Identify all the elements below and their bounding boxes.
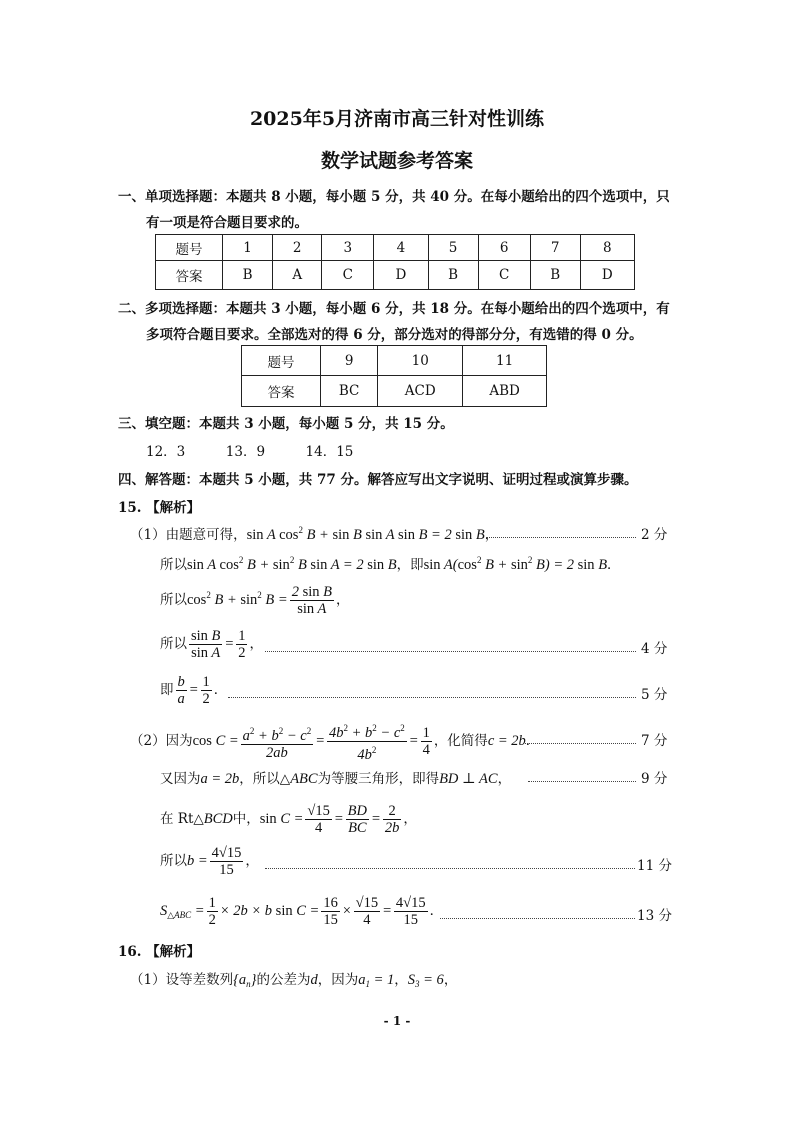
dot-leader xyxy=(486,537,636,538)
q15-line3: 所以$\cos^2 B + \sin^2 B$ = $\frac{\text{2 sin B}}{\text{sin A}}$ ， xyxy=(160,584,350,617)
so-text: 所以 xyxy=(160,853,187,869)
comma: ， xyxy=(335,592,350,608)
answer-cell: C xyxy=(322,261,374,290)
page-title: 2025年5月济南市高三针对性训练 xyxy=(249,108,545,130)
score-mark: 5 分 xyxy=(641,687,668,703)
question-number: 2 xyxy=(273,235,322,261)
q15-line5: 即 $\frac{b}{a}$ = $\frac{1}{2}$ ． xyxy=(160,674,228,707)
simplify-text: ，化简得 xyxy=(433,733,488,749)
score-mark: 11 分 xyxy=(637,858,672,874)
q16-because: ，因为 xyxy=(317,972,359,988)
q15-label: 15. 【解析】 xyxy=(118,500,201,516)
multi-choice-answer-table xyxy=(241,345,547,407)
dot-leader xyxy=(440,918,635,919)
question-number: 5 xyxy=(428,235,478,261)
table-header-label: 题号 xyxy=(242,346,321,376)
in-rt-suffix: 中， xyxy=(232,811,260,827)
score-mark: 2 分 xyxy=(641,527,668,543)
score-mark: 7 分 xyxy=(641,733,668,749)
answer-cell: D xyxy=(580,261,634,290)
page-subtitle: 数学试题参考答案 xyxy=(320,150,473,172)
comma: ， xyxy=(394,972,408,988)
so-abc-text: ，所以△ xyxy=(239,771,291,787)
dot-leader xyxy=(525,743,636,744)
page-number: - 1 - xyxy=(383,1014,411,1028)
so-text: 所以 xyxy=(160,592,187,608)
also-because-text: 又因为 xyxy=(160,771,201,787)
table-header-label: 题号 xyxy=(156,235,223,261)
score-mark: 9 分 xyxy=(641,771,668,787)
section2-heading: 二、多项选择题：本题共 3 小题，每小题 6 分，共 18 分。在每小题给出的四个选项中，有 xyxy=(118,301,670,317)
question-number: 10 xyxy=(378,346,463,376)
answer-cell: ABD xyxy=(463,376,547,407)
section1-heading-cont: 有一项是符合题目要求的。 xyxy=(146,215,308,231)
so-text: 所以 xyxy=(160,636,187,652)
q16-part1-prefix: （1）设等差数列 xyxy=(130,972,234,988)
dot-leader xyxy=(228,697,636,698)
answer-cell: D xyxy=(374,261,428,290)
question-number: 11 xyxy=(463,346,547,376)
question-number: 6 xyxy=(478,235,530,261)
table-answer-label: 答案 xyxy=(242,376,321,407)
answer-cell: B xyxy=(428,261,478,290)
question-number: 1 xyxy=(223,235,273,261)
section4-heading: 四、解答题：本题共 5 小题，共 77 分。解答应写出文字说明、证明过程或演算步骤。 xyxy=(118,472,638,488)
question-number: 4 xyxy=(374,235,428,261)
q15-part2-prefix: （2）因为 xyxy=(130,733,193,749)
fill-in-answers: 12．3 13．9 14．15 xyxy=(146,444,354,460)
so-text: 所以 xyxy=(160,557,187,573)
answer-cell: ACD xyxy=(378,376,463,407)
dot-leader xyxy=(528,781,636,782)
q15-part2-line3: 在 Rt△BCD中，sin C = $\frac{√15}{4}$ = $\frac{BD}{BC}$ = $\frac{2}{2b}$ ， xyxy=(160,803,417,836)
question-number: 8 xyxy=(580,235,634,261)
answer-cell: A xyxy=(273,261,322,290)
section3-heading: 三、填空题：本题共 3 小题，每小题 5 分，共 15 分。 xyxy=(118,416,454,432)
q15-part2-line4: 所以b = $\frac{4√15}{15}$ ， xyxy=(160,845,259,878)
q16-label: 16. 【解析】 xyxy=(118,944,201,960)
question-number: 9 xyxy=(321,346,378,376)
q16-part1-mid: 的公差为 xyxy=(256,972,311,988)
answer-cell: B xyxy=(530,261,580,290)
section2-heading-cont: 多项符合题目要求。全部选对的得 6 分，部分选对的得部分分，有选错的得 0 分。 xyxy=(146,327,643,343)
comma: ， xyxy=(443,972,458,988)
score-mark: 4 分 xyxy=(641,641,668,657)
answer-cell: C xyxy=(478,261,530,290)
q15-part2-line5: $S_{\triangle ABC}$ = $\frac{1}{2}$ × 2b × b sin C = $\frac{16}{15}$ × $\frac{√15}{4}$ = $\frac{4√15}{15}$ ． xyxy=(160,895,444,928)
in-rt-text: 在 Rt△ xyxy=(160,811,204,827)
q15-part2-line1: （2）因为cos C = $\frac{a^2 + b^2 - c^2}{2ab}$ = $\frac{4b^2 + b^2 - c^2}{4b^2}$ = $\frac{1}{4}$ ，化简得c = 2b． xyxy=(130,720,539,763)
answer-cell: B xyxy=(223,261,273,290)
q15-line1: （1）由题意可得，sin A $\cos^2 B + \sin B$ sin A sin B = 2 sin B， xyxy=(130,525,499,543)
q15-part2-line2: 又因为a = 2b，所以△ABC为等腰三角形，即得BD ⊥ AC， xyxy=(160,771,512,787)
dot-leader xyxy=(265,651,636,652)
question-number: 3 xyxy=(322,235,374,261)
isosceles-text: 为等腰三角形，即得 xyxy=(317,771,440,787)
section1-heading: 一、单项选择题：本题共 8 小题，每小题 5 分，共 40 分。在每小题给出的四个选项中，只 xyxy=(118,189,670,205)
q15-part1-prefix: （1）由题意可得， xyxy=(130,527,247,543)
single-choice-answer-table xyxy=(155,234,635,290)
q15-line4: 所以 $\frac{\text{sin B}}{\text{sin A}}$ = $\frac{1}{2}$ ， xyxy=(160,628,263,661)
score-mark: 13 分 xyxy=(637,908,672,924)
ji-text: 即 xyxy=(160,682,174,698)
table-answer-label: 答案 xyxy=(156,261,223,290)
q16-line1: （1）设等差数列$\{a_n\}$的公差为d，因为$a_1 = 1$，$S_3 = 6$， xyxy=(130,972,458,989)
ie-text: ，即 xyxy=(396,557,424,573)
dot-leader xyxy=(265,868,635,869)
answer-cell: BC xyxy=(321,376,378,407)
q15-line2: 所以sin A $\cos^2 B + \sin^2 B$ sin A = 2 sin B，即$\sin A(\cos^2$ $B + \sin^2 B) = 2$ sin B． xyxy=(160,555,621,573)
question-number: 7 xyxy=(530,235,580,261)
